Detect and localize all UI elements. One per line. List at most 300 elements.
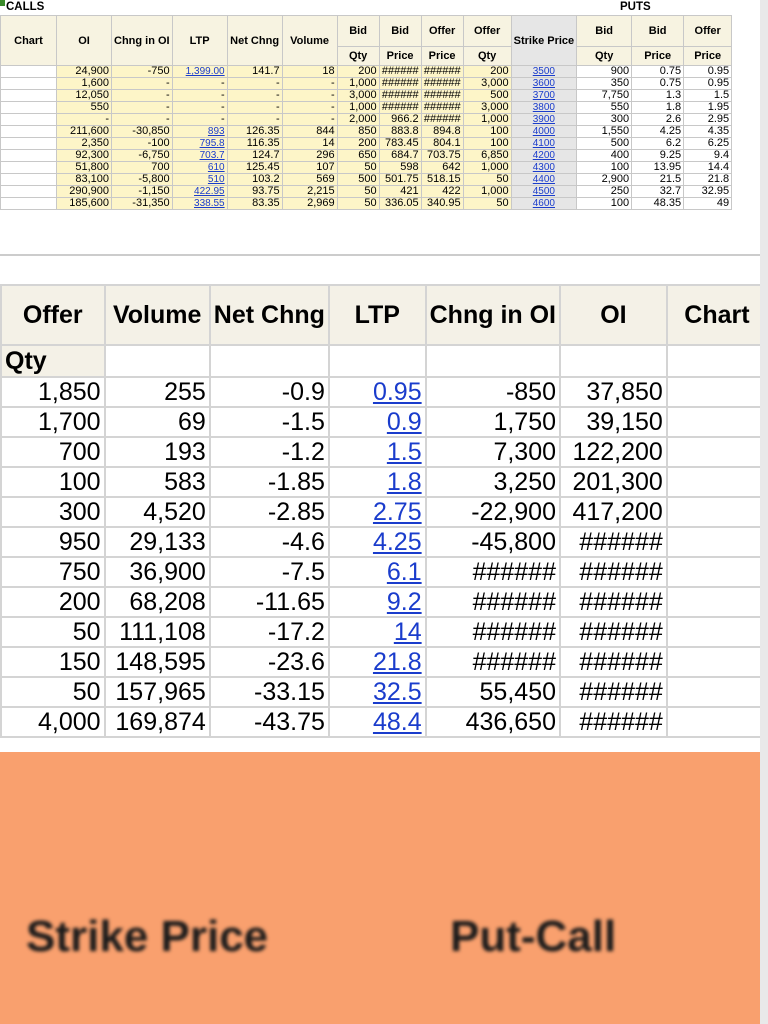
call-bid-qty: 1,000 (337, 102, 379, 114)
put-bid-price: 0.75 (632, 66, 684, 78)
chart-cell[interactable] (667, 437, 767, 467)
put-ltp-link[interactable]: 9.2 (386, 588, 422, 616)
zoom-header-net-chng: Net Chng (210, 285, 329, 345)
call-ltp (172, 174, 227, 186)
put-bid-price: 21.5 (632, 174, 684, 186)
call-bid-price: 883.8 (379, 126, 421, 138)
chart-cell[interactable] (667, 587, 767, 617)
put-bid-price: 4.25 (632, 126, 684, 138)
put-volume: 111,108 (105, 617, 210, 647)
call-ltp-anchor[interactable]: 703.7 (199, 150, 225, 161)
call-oi: 290,900 (57, 186, 112, 198)
put-ltp (329, 677, 426, 707)
put-bid-qty: 350 (577, 78, 632, 90)
table-row (1, 114, 732, 126)
call-ltp (172, 66, 227, 78)
strike-price-link (511, 66, 577, 78)
call-bid-price: 421 (379, 186, 421, 198)
put-offer-qty: 950 (1, 527, 105, 557)
call-oi: - (57, 114, 112, 126)
put-offer-price: 21.8 (684, 174, 732, 186)
chart-cell[interactable] (1, 114, 57, 126)
call-volume: 18 (282, 66, 337, 78)
call-net-chng: 116.35 (227, 138, 282, 150)
call-oi: 211,600 (57, 126, 112, 138)
put-offer-qty: 50 (1, 677, 105, 707)
put-ltp-link[interactable]: 2.75 (372, 498, 422, 526)
table-row (1, 126, 732, 138)
call-chng-oi: -30,850 (112, 126, 173, 138)
put-offer-qty: 1,850 (1, 377, 105, 407)
put-ltp-link[interactable]: 4.25 (372, 528, 422, 556)
put-volume: 36,900 (105, 557, 210, 587)
call-net-chng: 93.75 (227, 186, 282, 198)
put-ltp (329, 527, 426, 557)
call-offer-qty: 50 (463, 174, 511, 186)
header-price: Price (379, 47, 421, 66)
put-net-chng: -0.9 (210, 377, 329, 407)
chart-cell[interactable] (1, 66, 57, 78)
zoom-header-empty (560, 345, 667, 377)
put-ltp-link[interactable]: 21.8 (372, 648, 422, 676)
zoom-divider (0, 254, 764, 286)
call-bid-qty: 1,000 (337, 78, 379, 90)
call-bid-qty: 2,000 (337, 114, 379, 126)
put-bid-price: 32.7 (632, 186, 684, 198)
calls-section-label: CALLS (6, 1, 45, 13)
strike-price-link (511, 90, 577, 102)
put-ltp-link[interactable]: 0.9 (386, 408, 422, 436)
put-oi: ###### (560, 557, 667, 587)
call-net-chng: - (227, 78, 282, 90)
put-bid-qty: 300 (577, 114, 632, 126)
put-net-chng: -4.6 (210, 527, 329, 557)
put-chng-oi: 3,250 (426, 467, 560, 497)
call-chng-oi: - (112, 114, 173, 126)
call-bid-price: 783.45 (379, 138, 421, 150)
header-net-chng: Net Chng (227, 16, 282, 66)
put-net-chng: -23.6 (210, 647, 329, 677)
legend-panel (0, 752, 760, 1024)
call-oi: 550 (57, 102, 112, 114)
put-ltp (329, 467, 426, 497)
put-bid-qty: 550 (577, 102, 632, 114)
put-chng-oi: 436,650 (426, 707, 560, 737)
call-offer-qty: 200 (463, 66, 511, 78)
put-volume: 68,208 (105, 587, 210, 617)
header-bid: Bid (379, 16, 421, 47)
put-offer-price: 4.35 (684, 126, 732, 138)
call-ltp: - (172, 90, 227, 102)
put-ltp (329, 437, 426, 467)
call-net-chng: 124.7 (227, 150, 282, 162)
call-net-chng: 126.35 (227, 126, 282, 138)
zoom-header-oi: OI (560, 285, 667, 345)
table-row (1, 186, 732, 198)
put-volume: 148,595 (105, 647, 210, 677)
table-row (1, 497, 767, 527)
put-bid-qty: 100 (577, 198, 632, 210)
table-row (1, 150, 732, 162)
put-ltp-link[interactable]: 0.95 (372, 378, 422, 406)
call-offer-price: 340.95 (421, 198, 463, 210)
call-chng-oi: -6,750 (112, 150, 173, 162)
put-volume: 4,520 (105, 497, 210, 527)
call-offer-price: ###### (421, 66, 463, 78)
put-oi: ###### (560, 677, 667, 707)
call-oi: 12,050 (57, 90, 112, 102)
call-offer-price: 422 (421, 186, 463, 198)
table-row (1, 198, 732, 210)
strike-price-link (511, 174, 577, 186)
chart-cell[interactable] (1, 78, 57, 90)
put-bid-price: 0.75 (632, 78, 684, 90)
table-row (1, 78, 732, 90)
put-net-chng: -17.2 (210, 617, 329, 647)
strike-price-link-anchor[interactable]: 4200 (532, 150, 555, 161)
strike-price-link (511, 198, 577, 210)
call-bid-qty: 200 (337, 66, 379, 78)
put-bid-price: 13.95 (632, 162, 684, 174)
strike-price-link-anchor[interactable]: 3700 (532, 90, 555, 101)
call-volume: 296 (282, 150, 337, 162)
call-bid-price: 598 (379, 162, 421, 174)
call-volume: 844 (282, 126, 337, 138)
table-row (1, 66, 732, 78)
put-bid-qty: 7,750 (577, 90, 632, 102)
put-oi: 201,300 (560, 467, 667, 497)
put-ltp (329, 617, 426, 647)
chart-cell[interactable] (1, 90, 57, 102)
header-oi: OI (57, 16, 112, 66)
call-net-chng: 125.45 (227, 162, 282, 174)
zoom-header-qty: Qty (1, 345, 105, 377)
call-net-chng: - (227, 114, 282, 126)
call-chng-oi: -31,350 (112, 198, 173, 210)
call-volume: - (282, 78, 337, 90)
table-row (1, 138, 732, 150)
call-bid-price: 966.2 (379, 114, 421, 126)
put-bid-price: 1.8 (632, 102, 684, 114)
call-oi: 1,600 (57, 78, 112, 90)
put-ltp-link[interactable]: 48.4 (372, 708, 422, 736)
call-ltp-anchor[interactable]: 893 (207, 126, 225, 137)
strike-price-link-anchor[interactable]: 4600 (532, 198, 555, 209)
call-ltp (172, 150, 227, 162)
zoom-header-empty (426, 345, 560, 377)
call-bid-qty: 50 (337, 162, 379, 174)
call-ltp-anchor[interactable]: 795.8 (199, 138, 225, 149)
put-ltp (329, 587, 426, 617)
header-bid: Bid (337, 16, 379, 47)
put-offer-qty: 300 (1, 497, 105, 527)
put-oi: ###### (560, 647, 667, 677)
call-bid-qty: 50 (337, 198, 379, 210)
strike-price-link-anchor[interactable]: 3500 (532, 66, 555, 77)
call-chng-oi: 700 (112, 162, 173, 174)
put-ltp (329, 647, 426, 677)
strike-price-link (511, 126, 577, 138)
call-ltp-anchor[interactable]: 510 (207, 174, 225, 185)
put-net-chng: -1.5 (210, 407, 329, 437)
chart-cell[interactable] (667, 707, 767, 737)
put-volume: 583 (105, 467, 210, 497)
call-net-chng: 103.2 (227, 174, 282, 186)
call-offer-qty: 500 (463, 90, 511, 102)
call-offer-qty: 1,000 (463, 162, 511, 174)
strike-price-link-anchor[interactable]: 4000 (532, 126, 555, 137)
put-offer-qty: 150 (1, 647, 105, 677)
call-ltp: - (172, 102, 227, 114)
zoom-header-ltp: LTP (329, 285, 426, 345)
table-row (1, 377, 767, 407)
put-oi: 39,150 (560, 407, 667, 437)
legend-put-call: Put-Call (450, 912, 617, 961)
strike-price-link (511, 102, 577, 114)
table-row (1, 707, 767, 737)
call-bid-qty: 850 (337, 126, 379, 138)
strike-price-link-anchor[interactable]: 3800 (532, 102, 555, 113)
put-ltp-link[interactable]: 32.5 (372, 678, 422, 706)
put-bid-qty: 100 (577, 162, 632, 174)
put-offer-price: 9.4 (684, 150, 732, 162)
put-oi: 122,200 (560, 437, 667, 467)
put-offer-price: 2.95 (684, 114, 732, 126)
call-volume: - (282, 90, 337, 102)
zoom-header-chng-in-oi: Chng in OI (426, 285, 560, 345)
zoom-header-empty (329, 345, 426, 377)
call-offer-qty: 100 (463, 138, 511, 150)
call-oi: 24,900 (57, 66, 112, 78)
chart-cell[interactable] (1, 174, 57, 186)
table-row (1, 162, 732, 174)
call-ltp (172, 126, 227, 138)
corner-flag-icon (0, 0, 5, 6)
put-offer-price: 32.95 (684, 186, 732, 198)
chart-cell[interactable] (667, 377, 767, 407)
chart-cell[interactable] (667, 407, 767, 437)
put-oi: 417,200 (560, 497, 667, 527)
chart-cell[interactable] (667, 527, 767, 557)
call-offer-qty: 6,850 (463, 150, 511, 162)
call-bid-price: ###### (379, 66, 421, 78)
chart-cell[interactable] (667, 677, 767, 707)
put-net-chng: -1.85 (210, 467, 329, 497)
put-offer-qty: 50 (1, 617, 105, 647)
put-offer-price: 49 (684, 198, 732, 210)
call-offer-price: 804.1 (421, 138, 463, 150)
call-offer-price: ###### (421, 78, 463, 90)
put-offer-qty: 4,000 (1, 707, 105, 737)
put-offer-qty: 1,700 (1, 407, 105, 437)
header-price: Price (632, 47, 684, 66)
call-offer-price: 518.15 (421, 174, 463, 186)
chart-cell[interactable] (1, 102, 57, 114)
strike-price-link-anchor[interactable]: 3600 (532, 78, 555, 89)
table-row (1, 587, 767, 617)
put-bid-qty: 2,900 (577, 174, 632, 186)
table-row (1, 437, 767, 467)
put-ltp-link[interactable]: 14 (393, 618, 422, 646)
header-offer: Offer (421, 16, 463, 47)
chart-cell[interactable] (1, 126, 57, 138)
call-oi: 83,100 (57, 174, 112, 186)
call-chng-oi: -750 (112, 66, 173, 78)
call-offer-price: ###### (421, 102, 463, 114)
put-bid-price: 9.25 (632, 150, 684, 162)
call-volume: - (282, 102, 337, 114)
call-bid-qty: 500 (337, 174, 379, 186)
zoom-header-volume: Volume (105, 285, 210, 345)
put-ltp-link[interactable]: 6.1 (386, 558, 422, 586)
zoom-header-chart: Chart (667, 285, 767, 345)
call-volume: 569 (282, 174, 337, 186)
strike-price-link (511, 150, 577, 162)
put-offer-price: 0.95 (684, 78, 732, 90)
call-oi: 92,300 (57, 150, 112, 162)
put-volume: 157,965 (105, 677, 210, 707)
put-net-chng: -11.65 (210, 587, 329, 617)
call-oi: 2,350 (57, 138, 112, 150)
call-net-chng: - (227, 102, 282, 114)
strike-price-link-anchor[interactable]: 4300 (532, 162, 555, 173)
put-oi: ###### (560, 587, 667, 617)
chart-cell[interactable] (1, 162, 57, 174)
put-offer-qty: 200 (1, 587, 105, 617)
put-chng-oi: -850 (426, 377, 560, 407)
put-offer-price: 0.95 (684, 66, 732, 78)
call-volume: - (282, 114, 337, 126)
strike-price-link-anchor[interactable]: 3900 (532, 114, 555, 125)
header-chng-in-oi: Chng in OI (112, 16, 173, 66)
put-net-chng: -33.15 (210, 677, 329, 707)
put-bid-qty: 250 (577, 186, 632, 198)
chart-cell[interactable] (667, 617, 767, 647)
call-net-chng: 141.7 (227, 66, 282, 78)
put-net-chng: -2.85 (210, 497, 329, 527)
table-row (1, 557, 767, 587)
header-ltp: LTP (172, 16, 227, 66)
call-ltp-anchor[interactable]: 610 (207, 162, 225, 173)
header-offer: Offer (463, 16, 511, 47)
call-ltp-anchor[interactable]: 422.95 (194, 186, 225, 197)
put-chng-oi: 7,300 (426, 437, 560, 467)
call-bid-price: 501.75 (379, 174, 421, 186)
call-ltp-anchor[interactable]: 338.55 (194, 198, 225, 209)
call-chng-oi: -100 (112, 138, 173, 150)
chart-cell[interactable] (1, 186, 57, 198)
chart-cell[interactable] (667, 557, 767, 587)
put-volume: 29,133 (105, 527, 210, 557)
put-ltp (329, 707, 426, 737)
chart-cell[interactable] (1, 138, 57, 150)
strike-price-link-anchor[interactable]: 4100 (532, 138, 555, 149)
put-ltp (329, 497, 426, 527)
table-row (1, 647, 767, 677)
table-row (1, 407, 767, 437)
right-edge (760, 0, 768, 1024)
option-chain-table (0, 15, 732, 210)
header-bid: Bid (632, 16, 684, 47)
call-chng-oi: -5,800 (112, 174, 173, 186)
call-offer-price: 642 (421, 162, 463, 174)
chart-cell[interactable] (667, 647, 767, 677)
put-oi: ###### (560, 707, 667, 737)
put-offer-price: 1.5 (684, 90, 732, 102)
put-volume: 69 (105, 407, 210, 437)
table-row (1, 617, 767, 647)
put-chng-oi: ###### (426, 557, 560, 587)
call-ltp (172, 138, 227, 150)
header-price: Price (684, 47, 732, 66)
put-net-chng: -1.2 (210, 437, 329, 467)
legend-strike-price: Strike Price (26, 912, 269, 961)
table-row (1, 102, 732, 114)
put-bid-qty: 500 (577, 138, 632, 150)
chart-cell[interactable] (1, 198, 57, 210)
table-row (1, 527, 767, 557)
call-offer-qty: 1,000 (463, 114, 511, 126)
put-net-chng: -43.75 (210, 707, 329, 737)
call-bid-price: ###### (379, 102, 421, 114)
put-bid-qty: 400 (577, 150, 632, 162)
put-ltp-link[interactable]: 1.8 (386, 468, 422, 496)
call-ltp-anchor[interactable]: 1,399.00 (185, 66, 225, 77)
header-chart: Chart (1, 16, 57, 66)
call-offer-qty: 100 (463, 126, 511, 138)
call-oi: 185,600 (57, 198, 112, 210)
header-qty: Qty (577, 47, 632, 66)
table-row (1, 467, 767, 497)
call-ltp: - (172, 114, 227, 126)
header-volume: Volume (282, 16, 337, 66)
put-oi: 37,850 (560, 377, 667, 407)
header-qty: Qty (337, 47, 379, 66)
call-volume: 14 (282, 138, 337, 150)
puts-zoomed-table (0, 284, 768, 738)
chart-cell[interactable] (667, 497, 767, 527)
call-bid-qty: 50 (337, 186, 379, 198)
call-chng-oi: -1,150 (112, 186, 173, 198)
call-bid-price: 684.7 (379, 150, 421, 162)
option-chain-top (0, 0, 764, 252)
put-oi: ###### (560, 617, 667, 647)
put-bid-price: 48.35 (632, 198, 684, 210)
put-net-chng: -7.5 (210, 557, 329, 587)
put-volume: 193 (105, 437, 210, 467)
call-ltp (172, 186, 227, 198)
strike-price-link-anchor[interactable]: 4500 (532, 186, 555, 197)
call-chng-oi: - (112, 78, 173, 90)
zoom-header-offer: Offer (1, 285, 105, 345)
chart-cell[interactable] (1, 150, 57, 162)
strike-price-link-anchor[interactable]: 4400 (532, 174, 555, 185)
call-offer-price: 894.8 (421, 126, 463, 138)
call-ltp (172, 198, 227, 210)
zoom-header-empty (667, 345, 767, 377)
call-bid-price: ###### (379, 90, 421, 102)
zoom-header-empty (210, 345, 329, 377)
put-ltp-link[interactable]: 1.5 (386, 438, 422, 466)
call-net-chng: 83.35 (227, 198, 282, 210)
put-offer-qty: 700 (1, 437, 105, 467)
chart-cell[interactable] (667, 467, 767, 497)
put-bid-price: 6.2 (632, 138, 684, 150)
call-net-chng: - (227, 90, 282, 102)
call-ltp: - (172, 78, 227, 90)
puts-section-label: PUTS (620, 1, 651, 13)
put-offer-qty: 100 (1, 467, 105, 497)
